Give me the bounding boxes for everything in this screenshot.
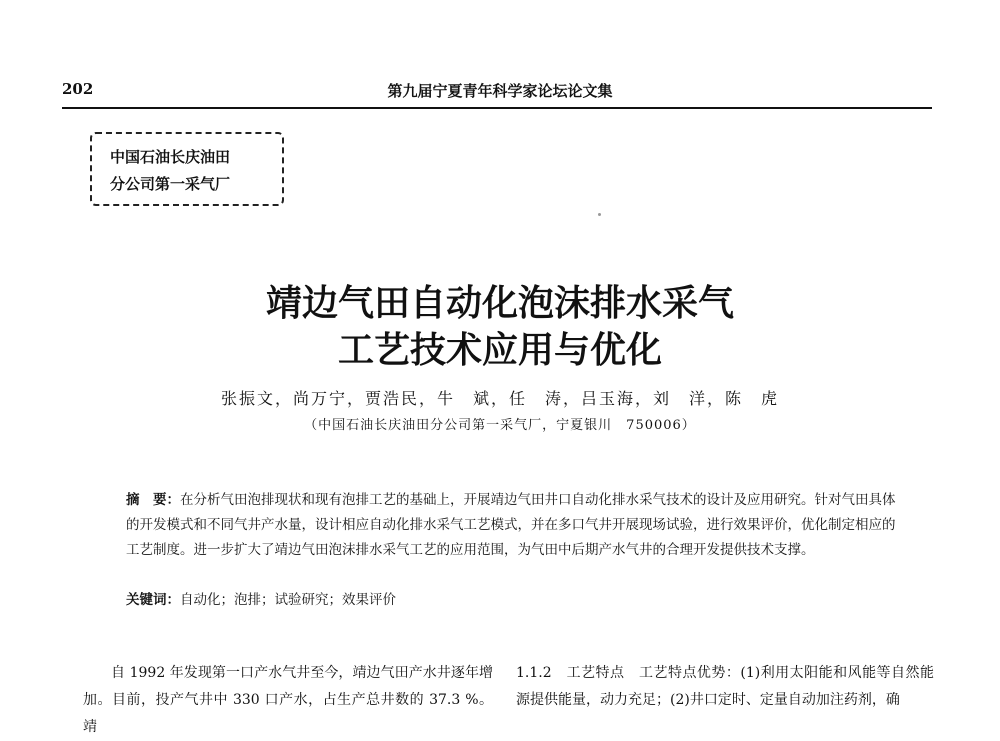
affiliation-line-2: 分公司第一采气厂: [110, 175, 231, 193]
body-right-column: [516, 660, 934, 714]
keywords-label: 关键词：: [126, 592, 180, 608]
left-column-text: 自 1992 年发现第一口产水气井至今，靖边气田产水井逐年增加。目前，投产气井中 330 口产水，占生产总井数的 37.3 %。靖: [83, 665, 493, 735]
affiliation-line-1: 中国石油长庆油田: [110, 148, 231, 166]
right-column-text: 1.1.2 工艺特点 工艺特点优势：(1)利用太阳能和风能等自然能源提供能量，动力充足；(2)井口定时、定量自动加注药剂，确: [516, 665, 934, 708]
proceedings-title: 第九届宁夏青年科学家论坛论文集: [387, 82, 613, 100]
page-number: 202: [62, 80, 94, 98]
body-left-column: [83, 660, 493, 741]
abstract: [126, 488, 906, 563]
paper-title-line-2: 工艺技术应用与优化: [337, 329, 662, 371]
scan-speck: [598, 213, 601, 216]
abstract-text: 在分析气田泡排现状和现有泡排工艺的基础上，开展靖边气田井口自动化排水采气技术的设计及应用研究。针对气田具体的开发模式和不同气井产水量，设计相应自动化排水采气工艺模式，并在多口气井开展现场试验，进行效果评价，优化制定相应的工艺制度。进一步扩大了靖边气田泡沫排水采气工艺的应用范围，为气田中后期产水气井的合理开发提供技术支撑。: [126, 492, 896, 558]
authors: 张振文，尚万宁，贾浩民，牛 斌，任 涛，吕玉海，刘 洋，陈 虎: [220, 389, 779, 408]
keywords: [126, 588, 906, 608]
institution: （中国石油长庆油田分公司第一采气厂，宁夏银川 750006）: [304, 418, 696, 433]
paper-title-line-1: 靖边气田自动化泡沫排水采气: [265, 282, 734, 324]
abstract-label: 摘 要：: [126, 492, 180, 508]
header-rule: [62, 107, 932, 109]
keywords-text: 自动化；泡排；试验研究；效果评价: [180, 592, 396, 608]
affiliation-box: [90, 132, 284, 206]
